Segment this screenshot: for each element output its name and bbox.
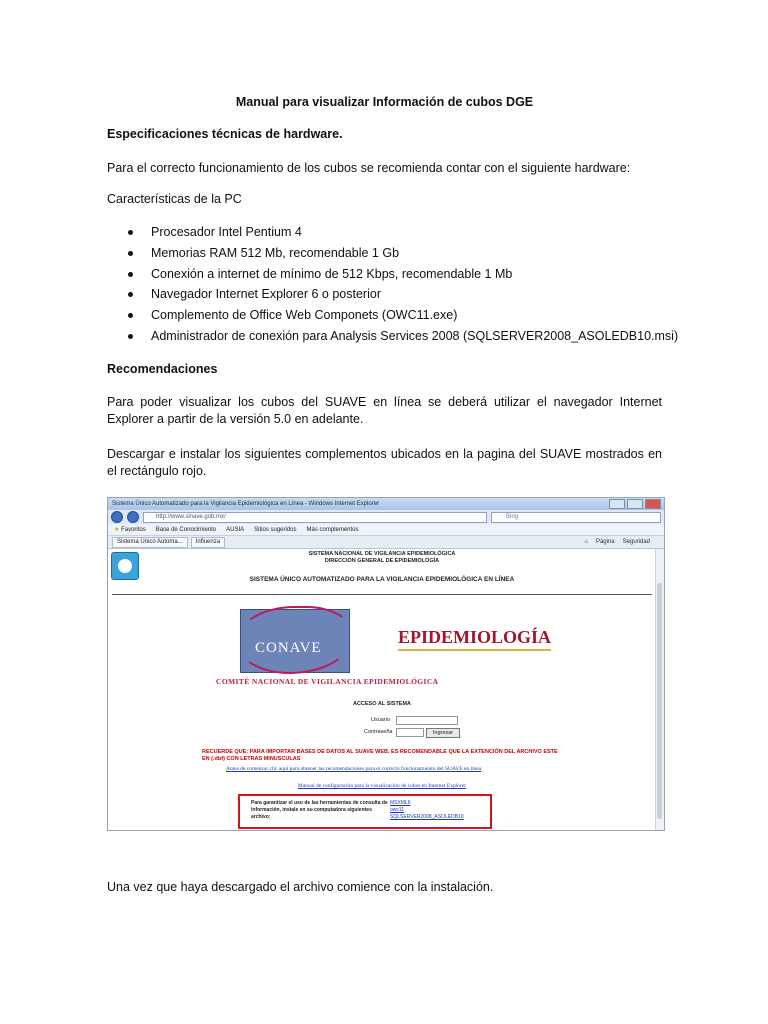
search-input[interactable]: Bing [491, 512, 661, 523]
bullet-icon [128, 230, 133, 235]
downloads-links [390, 800, 464, 820]
epidemiologia-logo [398, 627, 551, 651]
list-item-text: Conexión a internet de mínimo de 512 Kbps, recomendable 1 Mb [151, 266, 513, 281]
star-icon: ★ [114, 527, 120, 533]
username-input[interactable] [396, 716, 458, 725]
conave-logo-text: CONAVE [255, 640, 322, 656]
tab-bar [108, 536, 664, 549]
closing-text: Una vez que haya descargado el archivo comience con la instalación. [107, 880, 494, 894]
paragraph-download [107, 446, 662, 480]
paragraph-line: el rectángulo rojo. [107, 463, 207, 478]
comite-text: COMITÉ NACIONAL DE VIGILANCIA EPIDEMIOLÓGICA [216, 677, 439, 686]
page-header-1: SISTEMA NACIONAL DE VIGILANCIA EPIDEMIOLÓGICA [308, 551, 456, 557]
close-icon[interactable] [645, 499, 661, 509]
favorite-item[interactable]: Sitios sugeridos [254, 526, 297, 533]
paragraph-line: Descargar e instalar los siguientes complementos ubicados en la pagina del SUAVE mostrados en [107, 447, 662, 461]
address-bar [108, 510, 664, 524]
paragraph-line: Para poder visualizar los cubos del SUAVE en línea se deberá utilizar el navegador Internet [107, 395, 662, 409]
login-button[interactable]: Ingresar [426, 728, 460, 738]
home-icon[interactable]: ⌂ [584, 539, 588, 545]
window-title: Sistema Único Automatizado para la Vigilancia Epidemiológica en Línea - Windows Internet Explorer [112, 501, 380, 507]
favorites-button[interactable] [114, 526, 146, 533]
maximize-icon[interactable] [627, 499, 643, 509]
window-controls [609, 499, 664, 509]
password-label: Contraseña [364, 729, 393, 735]
forward-icon[interactable] [127, 511, 139, 523]
command-bar [584, 539, 664, 545]
pc-heading: Características de la PC [107, 192, 242, 206]
security-menu[interactable]: Seguridad [622, 539, 650, 545]
favorite-item[interactable]: AUSIA [226, 526, 245, 533]
recommendations-link[interactable]: Antes de comenzar clic aquí para obtener las recomendaciones para el correcto funcionamiento del SUAVE en línea [226, 766, 482, 772]
page-menu[interactable]: Página [595, 539, 615, 545]
bullet-icon [128, 272, 133, 277]
paragraph-line: Explorer a partir de la versión 5.0 en adelante. [107, 411, 364, 426]
page-header-3: SISTEMA ÚNICO AUTOMATIZADO PARA LA VIGILANCIA EPIDEMIOLÓGICA EN LÍNEA [249, 576, 515, 583]
downloads-text: Para garantizar el uso de las herramientas de consulta de información, instale en su computadora siguientes archivo: [251, 800, 388, 820]
download-msxml-link[interactable]: MSXML6 [390, 800, 411, 806]
web-page [108, 549, 656, 830]
download-asoledb-link[interactable]: SQLSERVER2008_ASOLEDB10 [390, 813, 464, 820]
list-item-text: Procesador Intel Pentium 4 [151, 225, 302, 239]
page-header-2: DIRECCIÓN GENERAL DE EPIDEMIOLOGÍA [324, 558, 440, 564]
scrollbar-thumb[interactable] [657, 583, 662, 819]
list-item [107, 266, 678, 287]
conave-logo [240, 609, 350, 673]
list-item-text: Administrador de conexión para Analysis Services 2008 (SQLSERVER2008_ASOLEDB10.msi) [151, 328, 679, 343]
intro-text: Para el correcto funcionamiento de los cubos se recomienda contar con el siguiente hardware: [107, 161, 631, 175]
paragraph-browser [107, 394, 662, 428]
password-input[interactable] [396, 728, 424, 737]
back-icon[interactable] [111, 511, 123, 523]
username-label: Usuario [371, 717, 390, 723]
browser-screenshot [107, 497, 665, 831]
recommendations-heading: Recomendaciones [107, 362, 218, 376]
favorites-label: Favoritos [121, 527, 146, 533]
divider [112, 594, 652, 595]
bullet-icon [128, 313, 133, 318]
login-heading: ACCESO AL SISTEMA [352, 701, 412, 707]
list-item-text: Complemento de Office Web Componets (OWC11.exe) [151, 308, 458, 323]
list-item-text: Navegador Internet Explorer 6 o posterior [151, 287, 381, 302]
bullet-icon [128, 251, 133, 256]
list-item-text: Memorias RAM 512 Mb, recomendable 1 Gb [151, 245, 400, 260]
epidemiologia-text: EPIDEMIOLOGÍA [398, 627, 552, 647]
tab-suave[interactable]: Sistema Único Automa... [112, 537, 188, 548]
dbf-warning: RECUERDE QUE: PARA IMPORTAR BASES DE DATOS AL SUAVE WEB, ES RECOMENDABLE QUE LA EXTENCIÓN DEL ARCHIVO ESTE EN (.dbf) CON LETRAS MINUSCULAS [202, 749, 558, 763]
manual-link[interactable]: Manual de configuración para la visualización de cubos en Internet Explorer [297, 783, 467, 789]
window-titlebar [108, 498, 664, 510]
favorite-item[interactable]: Base de Conocimiento [155, 526, 217, 533]
download-owc11-link[interactable]: owc11 [390, 806, 405, 813]
tab-influenza[interactable]: Influenza [191, 537, 225, 548]
downloads-highlight-box [238, 794, 492, 829]
list-item [107, 307, 678, 328]
hardware-list [107, 224, 678, 349]
list-item [107, 328, 678, 349]
bullet-icon [128, 334, 133, 339]
vertical-scrollbar[interactable] [655, 549, 664, 830]
list-item [107, 286, 678, 307]
document-title: Manual para visualizar Información de cubos DGE [235, 95, 534, 109]
bullet-icon [128, 292, 133, 297]
url-field[interactable]: http://www.sinave.gob.mx/ [143, 512, 487, 523]
minimize-icon[interactable] [609, 499, 625, 509]
favorites-bar [108, 524, 664, 536]
favorite-item[interactable]: Más complementos [306, 526, 359, 533]
list-item [107, 224, 678, 245]
list-item [107, 245, 678, 266]
section-hardware-heading: Especificaciones técnicas de hardware. [107, 127, 343, 141]
